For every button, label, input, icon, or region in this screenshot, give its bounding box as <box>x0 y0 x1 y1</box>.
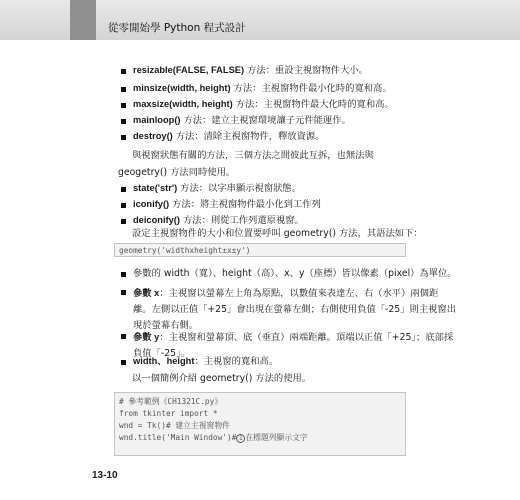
bullet-marker <box>121 103 126 108</box>
bullet-item-mainloop: mainloop() 方法：建立主視窗環境讓子元件能運作。 <box>133 115 351 126</box>
bullet-item-resizable: resizable(FALSE, FALSE) 方法：重設主視窗物件大小。 <box>133 65 368 76</box>
code-line-comment: # 參考範例《CH1321C.py》 <box>119 397 223 406</box>
bullet-marker <box>121 203 126 208</box>
bullet-item-destroy: destroy() 方法：清除主視窗物件，釋放資源。 <box>133 131 325 142</box>
bullet-item-minsize: minsize(width, height) 方法：主視窗物件最小化時的寬和高。 <box>133 83 392 94</box>
code-line-title: wnd.title('Main Window')# 1 在標題列顯示文字 <box>119 433 308 442</box>
bullet-item-iconify: iconify() 方法：將主視窗物件最小化到工作列 <box>133 199 321 210</box>
book-title: 從零開始學 Python 程式設計 <box>108 22 246 34</box>
syntax-box <box>114 243 406 257</box>
paragraph-geometry-intro: 設定主視窗物件的大小和位置要呼叫 geometry() 方法，其語法如下： <box>132 228 423 239</box>
bullet-item-param-y: 參數 y：主視窗和螢幕頂、底（垂直）兩端距離。頂端以正值「+25」；底部採 負值「-25」。 <box>133 332 454 359</box>
bullet-item-maxsize: maxsize(width, height) 方法：主視窗物件最大化時的寬和高。 <box>133 99 394 110</box>
paragraph-window-state: 與視窗狀態有關的方法，三個方法之間彼此互拆，也無法與 geogetry() 方法同時使用。 <box>118 150 374 178</box>
bullet-item-param-x: 參數 x：主視窗以螢幕左上角為原點，以數值來表達左、右（水平）兩個距 離。左側以正值「+25」會出現在螢幕左側；右側使用負值「-25」則主視窗出 現於螢幕右側。 <box>133 288 457 331</box>
bullet-item-state: state('str') 方法：以字串顯示視窗狀態。 <box>133 183 302 194</box>
bullet-marker <box>121 272 126 277</box>
bullet-item-width-height: width、height：主視窗的寬和高。 <box>133 356 279 367</box>
code-line-import: from tkinter import * <box>119 409 218 418</box>
bullet-marker <box>121 219 126 224</box>
bullet-item-deiconify: deiconify() 方法：則從工作列還原視窗。 <box>133 215 304 226</box>
bullet-marker <box>121 87 126 92</box>
callout-marker: 1 <box>236 434 245 443</box>
bullet-marker <box>121 360 126 365</box>
bullet-item-units: 參數的 width（寬）、height（高）、x、y（座標）皆以像素（pixel）為單位。 <box>133 268 457 279</box>
header-tab-block <box>70 0 96 40</box>
bullet-marker <box>121 187 126 192</box>
bullet-marker <box>121 334 126 339</box>
bullet-marker <box>121 290 126 295</box>
code-line-tk: wnd = Tk()# 建立主視窗物件 <box>119 421 230 430</box>
bullet-marker <box>121 135 126 140</box>
code-example-box <box>114 392 406 456</box>
bullet-marker <box>121 69 126 74</box>
page-number: 13-10 <box>92 470 118 481</box>
bullet-marker <box>121 119 126 124</box>
paragraph-example-intro: 以一個簡例介紹 geometry() 方法的使用。 <box>132 373 312 384</box>
syntax-text: geometry('widthxheight±x±y') <box>119 246 251 255</box>
page-header <box>0 0 520 40</box>
